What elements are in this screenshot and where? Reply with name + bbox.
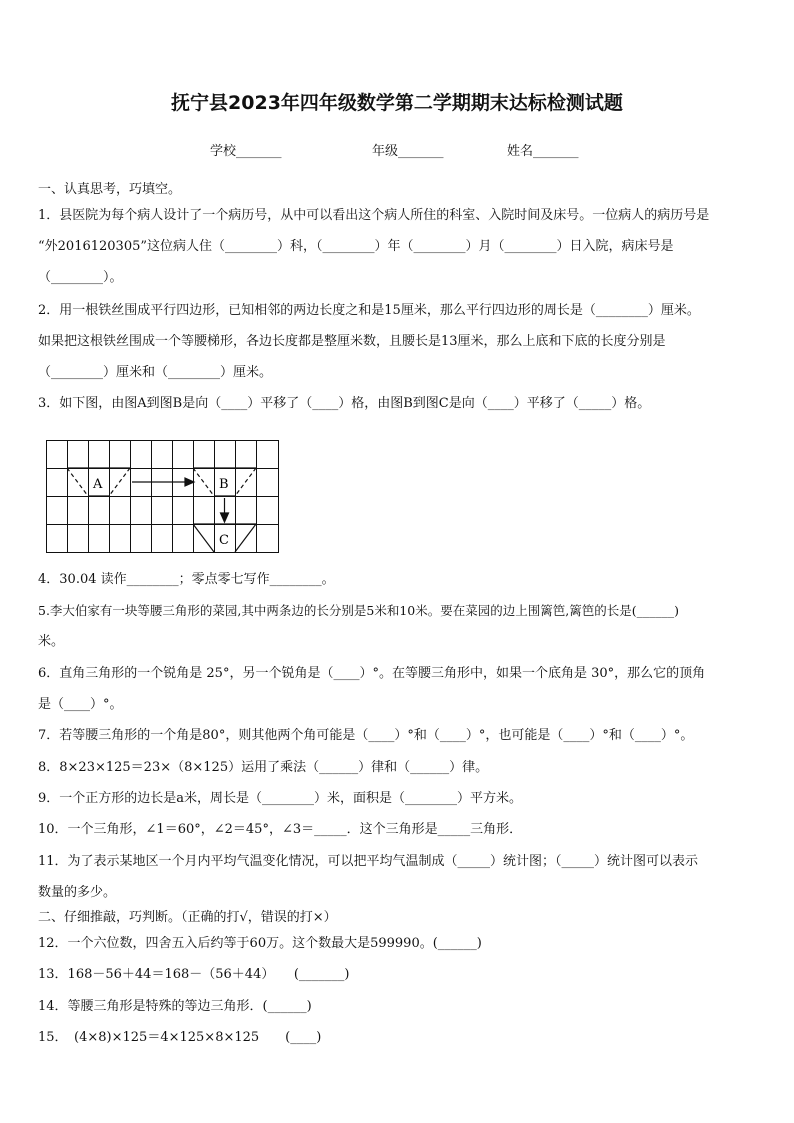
question-15: 15． (4×8)×125＝4×125×8×125 (____) <box>38 1030 322 1045</box>
question-1-line-2: “外2016120305”这位病人住（________）科，（________）年（________）月（________）日入院，病床号是 <box>38 239 674 254</box>
question-3: 3．如下图，由图A到图B是向（____）平移了（____）格，由图B到图C是向（____）平移了（_____）格。 <box>38 396 651 411</box>
question-7: 7．若等腰三角形的一个角是80°，则其他两个角可能是（____）°和（____）°，也可能是（____）°和（____）°。 <box>38 728 694 743</box>
name-field: 姓名_______ <box>507 144 579 159</box>
grid-lines <box>46 440 279 553</box>
grade-field: 年级_______ <box>372 144 444 159</box>
question-1-line-1: 1．县医院为每个病人设计了一个病历号，从中可以看出这个病人所住的科室、入院时间及床号。一位病人的病历号是 <box>38 208 710 223</box>
question-12: 12．一个六位数，四舍五入后约等于60万。这个数最大是599990。(______) <box>38 936 482 951</box>
question-11-line-1: 11．为了表示某地区一个月内平均气温变化情况，可以把平均气温制成（_____）统计图；（_____）统计图可以表示 <box>38 854 699 869</box>
section-heading-2: 二、仔细推敲，巧判断。（正确的打√，错误的打×） <box>38 910 337 925</box>
question-2-line-3: （________）厘米和（________）厘米。 <box>38 365 273 380</box>
arrow-a-to-b <box>132 478 194 486</box>
question-9: 9．一个正方形的边长是a米，周长是（________）米，面积是（________）平方米。 <box>38 791 523 806</box>
question-4: 4．30.04 读作________；零点零七写作________。 <box>38 572 335 587</box>
question-5-line-2: 米。 <box>38 634 65 649</box>
question-6-line-1: 6．直角三角形的一个锐角是 25°，另一个锐角是（____）°。在等腰三角形中，如果一个底角是 30°，那么它的顶角 <box>38 666 706 681</box>
question-1-line-3: （________）。 <box>38 270 123 285</box>
question-13: 13．168－56＋44＝168－（56＋44） (_______) <box>38 967 350 982</box>
label-c: C <box>219 533 229 548</box>
page-title: 抚宁县2023年四年级数学第二学期期末达标检测试题 <box>171 92 623 114</box>
question-2-line-1: 2．用一根铁丝围成平行四边形，已知相邻的两边长度之和是15厘米，那么平行四边形的周长是（________）厘米。 <box>38 303 700 318</box>
question-14: 14．等腰三角形是特殊的等边三角形．(______) <box>38 999 312 1014</box>
question-8: 8．8×23×125＝23×（8×125）运用了乘法（______）律和（______）律。 <box>38 760 489 775</box>
label-b: B <box>219 477 229 492</box>
question-6-line-2: 是（____）°。 <box>38 697 123 712</box>
question-2-line-2: 如果把这根铁丝围成一个等腰梯形，各边长度都是整厘米数，且腰长是13厘米，那么上底和下底的长度分别是 <box>38 334 666 349</box>
school-field: 学校_______ <box>210 144 282 159</box>
question-10: 10．一个三角形，∠1＝60°，∠2＝45°，∠3＝_____．这个三角形是_____三角形． <box>38 822 523 837</box>
grid-svg <box>46 440 280 553</box>
question-5-line-1: 5.李大伯家有一块等腰三角形的菜园,其中两条边的长分别是5米和10米。要在菜园的边上围篱笆,篱笆的长是(______) <box>38 603 679 618</box>
translation-grid-figure <box>46 440 280 553</box>
label-a: A <box>93 477 103 492</box>
question-11-line-2: 数量的多少。 <box>38 885 117 900</box>
section-heading-1: 一、认真思考，巧填空。 <box>38 182 182 197</box>
arrow-b-to-c <box>221 498 229 522</box>
